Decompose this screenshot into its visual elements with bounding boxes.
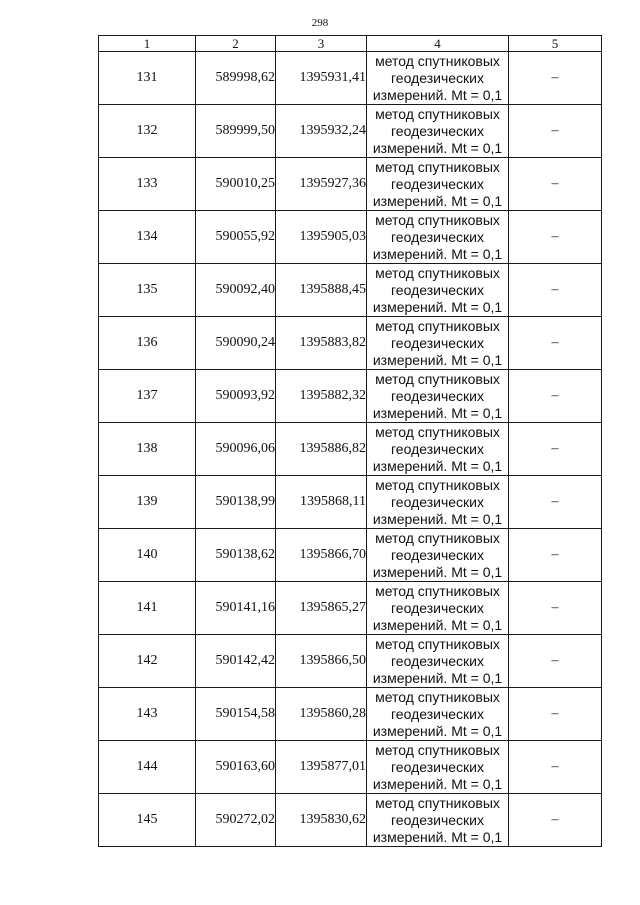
- x-coordinate-cell: 590138,99: [196, 476, 276, 529]
- table-row: [99, 794, 602, 847]
- y-coordinate-cell: 1395868,11: [276, 476, 367, 529]
- y-coordinate-cell: 1395886,82: [276, 423, 367, 476]
- method-cell: метод спутниковых геодезических измерений. Mt = 0,1: [367, 794, 509, 847]
- table-row: [99, 211, 602, 264]
- table-row: [99, 158, 602, 211]
- table-row: [99, 635, 602, 688]
- y-coordinate-cell: 1395905,03: [276, 211, 367, 264]
- point-number-cell: 141: [99, 582, 196, 635]
- method-cell: метод спутниковых геодезических измерений. Mt = 0,1: [367, 211, 509, 264]
- x-coordinate-cell: 590010,25: [196, 158, 276, 211]
- table-row: [99, 105, 602, 158]
- method-cell: метод спутниковых геодезических измерений. Mt = 0,1: [367, 158, 509, 211]
- point-number-cell: 145: [99, 794, 196, 847]
- x-coordinate-cell: 590163,60: [196, 741, 276, 794]
- point-number-cell: 137: [99, 370, 196, 423]
- point-number-cell: 144: [99, 741, 196, 794]
- column-header: 4: [367, 36, 509, 52]
- point-number-cell: 140: [99, 529, 196, 582]
- y-coordinate-cell: 1395866,50: [276, 635, 367, 688]
- note-cell: –: [509, 211, 602, 264]
- y-coordinate-cell: 1395865,27: [276, 582, 367, 635]
- y-coordinate-cell: 1395860,28: [276, 688, 367, 741]
- y-coordinate-cell: 1395931,41: [276, 52, 367, 105]
- note-cell: –: [509, 476, 602, 529]
- note-cell: –: [509, 529, 602, 582]
- y-coordinate-cell: 1395883,82: [276, 317, 367, 370]
- table-row: [99, 476, 602, 529]
- method-cell: метод спутниковых геодезических измерений. Mt = 0,1: [367, 688, 509, 741]
- table-row: [99, 582, 602, 635]
- point-number-cell: 135: [99, 264, 196, 317]
- method-cell: метод спутниковых геодезических измерений. Mt = 0,1: [367, 529, 509, 582]
- method-cell: метод спутниковых геодезических измерений. Mt = 0,1: [367, 370, 509, 423]
- x-coordinate-cell: 589998,62: [196, 52, 276, 105]
- note-cell: –: [509, 741, 602, 794]
- table-row: [99, 688, 602, 741]
- point-number-cell: 139: [99, 476, 196, 529]
- note-cell: –: [509, 370, 602, 423]
- method-cell: метод спутниковых геодезических измерений. Mt = 0,1: [367, 635, 509, 688]
- note-cell: –: [509, 582, 602, 635]
- table-row: [99, 264, 602, 317]
- y-coordinate-cell: 1395888,45: [276, 264, 367, 317]
- point-number-cell: 133: [99, 158, 196, 211]
- x-coordinate-cell: 590092,40: [196, 264, 276, 317]
- note-cell: –: [509, 158, 602, 211]
- y-coordinate-cell: 1395866,70: [276, 529, 367, 582]
- y-coordinate-cell: 1395927,36: [276, 158, 367, 211]
- table-row: [99, 52, 602, 105]
- y-coordinate-cell: 1395877,01: [276, 741, 367, 794]
- table-header-row: [99, 36, 602, 52]
- note-cell: –: [509, 105, 602, 158]
- column-header: 1: [99, 36, 196, 52]
- method-cell: метод спутниковых геодезических измерений. Mt = 0,1: [367, 741, 509, 794]
- x-coordinate-cell: 589999,50: [196, 105, 276, 158]
- note-cell: –: [509, 688, 602, 741]
- note-cell: –: [509, 52, 602, 105]
- point-number-cell: 138: [99, 423, 196, 476]
- point-number-cell: 143: [99, 688, 196, 741]
- note-cell: –: [509, 423, 602, 476]
- x-coordinate-cell: 590138,62: [196, 529, 276, 582]
- method-cell: метод спутниковых геодезических измерений. Mt = 0,1: [367, 105, 509, 158]
- y-coordinate-cell: 1395932,24: [276, 105, 367, 158]
- y-coordinate-cell: 1395830,62: [276, 794, 367, 847]
- method-cell: метод спутниковых геодезических измерений. Mt = 0,1: [367, 476, 509, 529]
- table-row: [99, 423, 602, 476]
- table-row: [99, 317, 602, 370]
- table-row: [99, 370, 602, 423]
- table-body: [99, 52, 602, 847]
- coordinates-table: [98, 35, 602, 847]
- column-header: 2: [196, 36, 276, 52]
- y-coordinate-cell: 1395882,32: [276, 370, 367, 423]
- x-coordinate-cell: 590142,42: [196, 635, 276, 688]
- column-header: 3: [276, 36, 367, 52]
- point-number-cell: 136: [99, 317, 196, 370]
- x-coordinate-cell: 590055,92: [196, 211, 276, 264]
- method-cell: метод спутниковых геодезических измерений. Mt = 0,1: [367, 317, 509, 370]
- table-row: [99, 741, 602, 794]
- point-number-cell: 142: [99, 635, 196, 688]
- table-row: [99, 529, 602, 582]
- column-header: 5: [509, 36, 602, 52]
- x-coordinate-cell: 590093,92: [196, 370, 276, 423]
- point-number-cell: 134: [99, 211, 196, 264]
- point-number-cell: 132: [99, 105, 196, 158]
- page-number: 298: [311, 17, 329, 29]
- note-cell: –: [509, 794, 602, 847]
- note-cell: –: [509, 264, 602, 317]
- note-cell: –: [509, 317, 602, 370]
- x-coordinate-cell: 590090,24: [196, 317, 276, 370]
- method-cell: метод спутниковых геодезических измерений. Mt = 0,1: [367, 52, 509, 105]
- method-cell: метод спутниковых геодезических измерений. Mt = 0,1: [367, 582, 509, 635]
- x-coordinate-cell: 590272,02: [196, 794, 276, 847]
- x-coordinate-cell: 590096,06: [196, 423, 276, 476]
- point-number-cell: 131: [99, 52, 196, 105]
- x-coordinate-cell: 590141,16: [196, 582, 276, 635]
- method-cell: метод спутниковых геодезических измерений. Mt = 0,1: [367, 264, 509, 317]
- note-cell: –: [509, 635, 602, 688]
- method-cell: метод спутниковых геодезических измерений. Mt = 0,1: [367, 423, 509, 476]
- x-coordinate-cell: 590154,58: [196, 688, 276, 741]
